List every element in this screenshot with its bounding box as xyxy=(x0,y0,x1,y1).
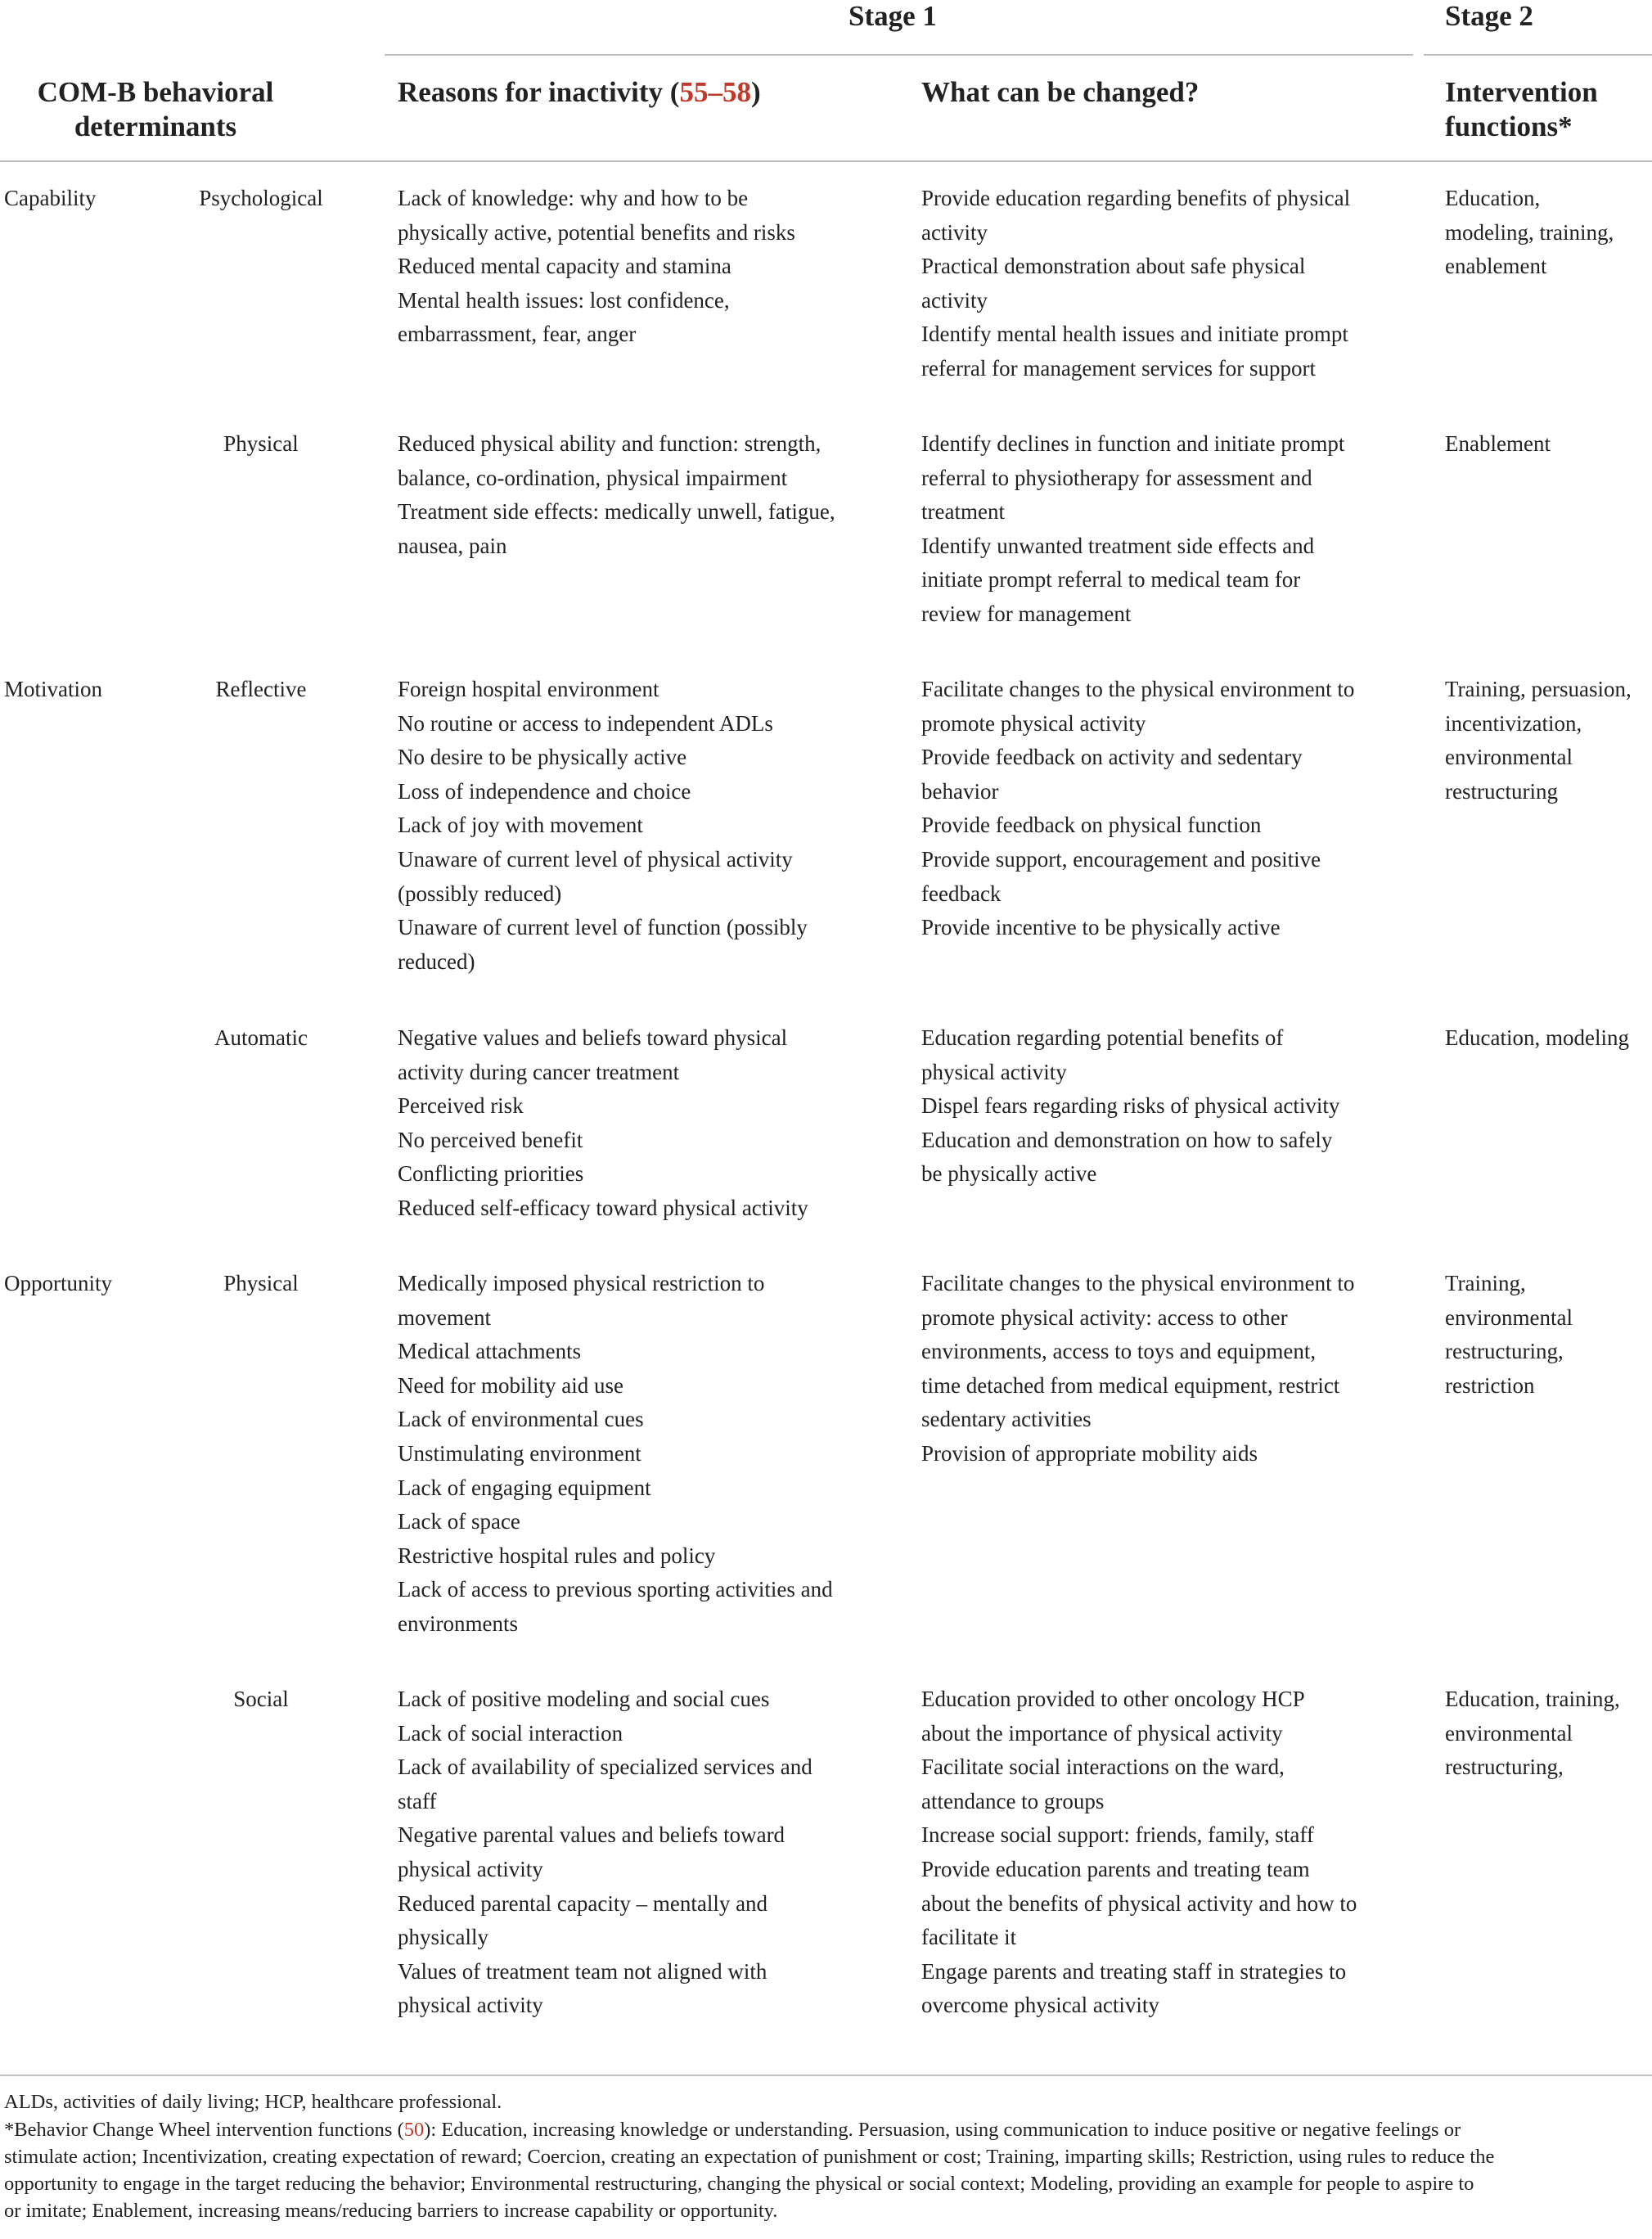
cell-changes xyxy=(921,182,1350,386)
header-determinants-line2: determinants xyxy=(74,110,237,142)
cell-function-line: environmental xyxy=(1445,1720,1573,1746)
cell-reasons xyxy=(398,1683,812,2023)
header-interventions xyxy=(1445,75,1598,144)
cell-reason-line: Lack of space xyxy=(398,1509,520,1534)
cell-reason-line: Values of treatment team not aligned with xyxy=(398,1958,767,1984)
cell-reason-line: Negative parental values and beliefs toward xyxy=(398,1822,785,1848)
cell-function-line: restructuring, xyxy=(1445,1755,1564,1780)
cell-change-line: overcome physical activity xyxy=(921,1993,1159,2018)
cell-reason-line: Need for mobility aid use xyxy=(398,1372,623,1398)
cell-function-line: Training, xyxy=(1445,1271,1526,1295)
cell-change-line: about the benefits of physical activity and how to xyxy=(921,1890,1357,1916)
header-determinants xyxy=(25,75,286,144)
cell-reason-line: environments xyxy=(398,1611,518,1636)
cell-reason-line: physically xyxy=(398,1925,488,1950)
cell-functions xyxy=(1445,1021,1629,1056)
cell-function-line: environmental xyxy=(1445,1304,1573,1330)
cell-function-line: environmental xyxy=(1445,745,1573,770)
cell-reason-line: staff xyxy=(398,1788,437,1813)
cell-changes xyxy=(921,673,1354,945)
cell-change-line: about the importance of physical activity xyxy=(921,1720,1283,1746)
cell-reason-line: movement xyxy=(398,1304,491,1330)
cell-change-line: behavior xyxy=(921,778,999,804)
cell-change-line: Provide feedback on physical function xyxy=(921,813,1262,838)
cell-category: Opportunity xyxy=(4,1271,112,1295)
cell-reason-line: Lack of availability of specialized services and xyxy=(398,1755,812,1780)
cell-reason-line: balance, co-ordination, physical impairment xyxy=(398,465,788,490)
cell-reason-line: Lack of knowledge: why and how to be xyxy=(398,186,749,210)
cell-reason-line: Foreign hospital environment xyxy=(398,677,659,701)
footnote-abbreviations: ALDs, activities of daily living; HCP, healthcare professional. xyxy=(4,2091,502,2113)
cell-change-line: Identify mental health issues and initiate prompt xyxy=(921,322,1348,347)
footnote-bcw-line3: opportunity to engage in the target reducing the behavior; Environmental restructuring, changing the physical or social context; Modeling, providing an example for people to aspire to xyxy=(4,2173,1474,2195)
cell-function-line: incentivization, xyxy=(1445,710,1582,736)
header-changed: What can be changed? xyxy=(921,76,1200,108)
cell-reason-line: Treatment side effects: medically unwell, fatigue, xyxy=(398,499,835,525)
cell-change-line: environments, access to toys and equipment, xyxy=(921,1339,1317,1364)
cell-change-line: Education regarding potential benefits of xyxy=(921,1025,1284,1050)
cell-change-line: treatment xyxy=(921,499,1005,525)
cell-reason-line: Loss of independence and choice xyxy=(398,778,691,804)
cell-function-line: Education, modeling xyxy=(1445,1025,1629,1050)
header-reasons-suffix: ) xyxy=(750,76,761,108)
cell-change-line: physical activity xyxy=(921,1059,1067,1084)
cell-reason-line: Perceived risk xyxy=(398,1093,524,1119)
cell-change-line: Identify declines in function and initiate prompt xyxy=(921,431,1345,456)
cell-change-line: Dispel fears regarding risks of physical activity xyxy=(921,1093,1340,1119)
cell-changes xyxy=(921,1267,1354,1471)
cell-change-line: promote physical activity: access to other xyxy=(921,1304,1288,1330)
cell-function-line: Education, training, xyxy=(1445,1687,1620,1711)
cell-reasons xyxy=(398,427,835,563)
cell-reason-line: Negative values and beliefs toward physical xyxy=(398,1025,788,1050)
cell-function-line: restriction xyxy=(1445,1372,1535,1398)
cell-change-line: Provide support, encouragement and positive xyxy=(921,846,1321,872)
cell-function-line: Enablement xyxy=(1445,431,1551,456)
footnote-bcw-suffix: ): Education, increasing knowledge or understanding. Persuasion, using communication to induce positive or negative feelings or xyxy=(424,2119,1461,2141)
header-determinants-line1: COM-B behavioral xyxy=(37,76,274,108)
footnote-bcw-line2: stimulate action; Incentivization, creating expectation of reward; Coercion, creating an expectation of punishment or cost; Training, imparting skills; Restriction, using rules to reduce the xyxy=(4,2146,1495,2168)
cell-change-line: Practical demonstration about safe physical xyxy=(921,254,1306,279)
cell-change-line: Facilitate changes to the physical environment to xyxy=(921,677,1355,701)
cell-reason-line: Conflicting priorities xyxy=(398,1161,584,1187)
footnote-bcw-line1 xyxy=(4,2118,1461,2142)
header-rule xyxy=(0,160,1652,162)
cell-change-line: attendance to groups xyxy=(921,1788,1105,1813)
cell-reason-line: physically active, potential benefits and risks xyxy=(398,219,795,245)
cell-reason-line: Unaware of current level of physical activity xyxy=(398,846,793,872)
cell-reason-line: Lack of environmental cues xyxy=(398,1407,644,1432)
cell-change-line: Provision of appropriate mobility aids xyxy=(921,1440,1258,1466)
cell-reason-line: physical activity xyxy=(398,1993,543,2018)
cell-change-line: Provide incentive to be physically active xyxy=(921,915,1281,940)
cell-subcategory: Physical xyxy=(223,431,299,456)
citation-dash: – xyxy=(708,76,722,108)
cell-change-line: activity xyxy=(921,287,988,313)
cell-reason-line: Lack of positive modeling and social cues xyxy=(398,1687,770,1711)
cell-change-line: Facilitate social interactions on the ward, xyxy=(921,1755,1285,1780)
cell-reason-line: Medically imposed physical restriction to xyxy=(398,1271,765,1295)
cell-change-line: Education provided to other oncology HCP xyxy=(921,1687,1305,1711)
cell-change-line: sedentary activities xyxy=(921,1407,1092,1432)
stage-2-label: Stage 2 xyxy=(1445,0,1533,32)
table-bottom-rule xyxy=(0,2075,1652,2076)
cell-change-line: Increase social support: friends, family, staff xyxy=(921,1822,1314,1848)
cell-change-line: Education and demonstration on how to safely xyxy=(921,1127,1333,1152)
cell-reasons xyxy=(398,1021,808,1226)
header-reasons-prefix: Reasons for inactivity ( xyxy=(398,76,680,108)
footnote-bcw-line4: or imitate; Enablement, increasing means/reducing barriers to increase capability or opportunity. xyxy=(4,2200,778,2222)
cell-subcategory: Reflective xyxy=(215,677,307,701)
cell-change-line: Engage parents and treating staff in strategies to xyxy=(921,1958,1347,1984)
cell-reason-line: No desire to be physically active xyxy=(398,745,687,770)
cell-functions xyxy=(1445,427,1551,462)
cell-reason-line: Unstimulating environment xyxy=(398,1440,641,1466)
citation-link-58[interactable]: 58 xyxy=(722,76,751,108)
cell-functions xyxy=(1445,1683,1620,1785)
cell-reason-line: embarrassment, fear, anger xyxy=(398,322,637,347)
cell-change-line: Facilitate changes to the physical environment to xyxy=(921,1271,1355,1295)
cell-changes xyxy=(921,1021,1339,1192)
cell-reasons xyxy=(398,673,808,979)
header-interventions-line1: Intervention xyxy=(1445,76,1598,108)
cell-function-line: enablement xyxy=(1445,254,1547,279)
header-reasons xyxy=(398,75,761,110)
cell-reason-line: Mental health issues: lost confidence, xyxy=(398,287,730,313)
citation-link-50[interactable]: 50 xyxy=(403,2119,425,2141)
cell-reason-line: physical activity xyxy=(398,1856,543,1881)
cell-change-line: promote physical activity xyxy=(921,710,1146,736)
stage-1-rule xyxy=(385,54,1413,56)
cell-function-line: restructuring xyxy=(1445,778,1558,804)
cell-functions xyxy=(1445,673,1632,809)
cell-reason-line: Lack of access to previous sporting activities and xyxy=(398,1577,833,1602)
footnote-bcw-prefix: *Behavior Change Wheel intervention functions ( xyxy=(4,2119,404,2141)
cell-change-line: Provide education regarding benefits of physical xyxy=(921,186,1351,210)
cell-subcategory: Psychological xyxy=(199,186,323,210)
cell-reason-line: Medical attachments xyxy=(398,1339,582,1364)
cell-reason-line: Reduced mental capacity and stamina xyxy=(398,254,731,279)
cell-change-line: be physically active xyxy=(921,1161,1097,1187)
stage-2-rule xyxy=(1424,54,1652,56)
cell-function-line: Education, xyxy=(1445,186,1541,210)
cell-subcategory: Physical xyxy=(223,1271,299,1295)
cell-reason-line: No routine or access to independent ADLs xyxy=(398,710,773,736)
cell-change-line: time detached from medical equipment, restrict xyxy=(921,1372,1340,1398)
cell-reason-line: Lack of joy with movement xyxy=(398,813,643,838)
cell-reason-line: Reduced parental capacity – mentally and xyxy=(398,1890,768,1916)
cell-function-line: Training, persuasion, xyxy=(1445,677,1632,701)
cell-change-line: Identify unwanted treatment side effects and xyxy=(921,533,1315,558)
cell-changes xyxy=(921,427,1344,632)
cell-change-line: referral for management services for support xyxy=(921,355,1317,381)
cell-change-line: Provide education parents and treating team xyxy=(921,1856,1310,1881)
cell-change-line: review for management xyxy=(921,601,1132,626)
cell-category: Motivation xyxy=(4,677,102,701)
cell-reason-line: (possibly reduced) xyxy=(398,881,562,906)
stage-1-label: Stage 1 xyxy=(849,0,937,32)
cell-reason-line: Lack of engaging equipment xyxy=(398,1475,651,1500)
cell-change-line: facilitate it xyxy=(921,1925,1017,1950)
cell-change-line: initiate prompt referral to medical team for xyxy=(921,567,1301,592)
cell-changes xyxy=(921,1683,1357,2023)
cell-reason-line: Lack of social interaction xyxy=(398,1720,623,1746)
cell-change-line: activity xyxy=(921,219,988,245)
cell-reason-line: No perceived benefit xyxy=(398,1127,583,1152)
cell-function-line: modeling, training, xyxy=(1445,219,1614,245)
cell-reasons xyxy=(398,1267,833,1642)
cell-reasons xyxy=(398,182,795,352)
cell-category: Capability xyxy=(4,186,97,210)
cell-reason-line: nausea, pain xyxy=(398,533,507,558)
cell-reason-line: activity during cancer treatment xyxy=(398,1059,680,1084)
cell-reason-line: Restrictive hospital rules and policy xyxy=(398,1543,716,1568)
cell-function-line: restructuring, xyxy=(1445,1339,1564,1364)
header-interventions-line2: functions* xyxy=(1445,110,1573,142)
cell-change-line: referral to physiotherapy for assessment and xyxy=(921,465,1312,490)
cell-reason-line: Unaware of current level of function (possibly xyxy=(398,915,808,940)
cell-functions xyxy=(1445,1267,1573,1403)
cell-subcategory: Social xyxy=(233,1687,289,1711)
cell-reason-line: reduced) xyxy=(398,948,475,974)
cell-reason-line: Reduced physical ability and function: strength, xyxy=(398,431,821,456)
cell-functions xyxy=(1445,182,1614,284)
citation-link-55[interactable]: 55 xyxy=(679,76,709,108)
cell-change-line: feedback xyxy=(921,881,1002,906)
cell-reason-line: Reduced self-efficacy toward physical activity xyxy=(398,1195,808,1220)
cell-change-line: Provide feedback on activity and sedentary xyxy=(921,745,1303,770)
cell-subcategory: Automatic xyxy=(214,1025,308,1050)
